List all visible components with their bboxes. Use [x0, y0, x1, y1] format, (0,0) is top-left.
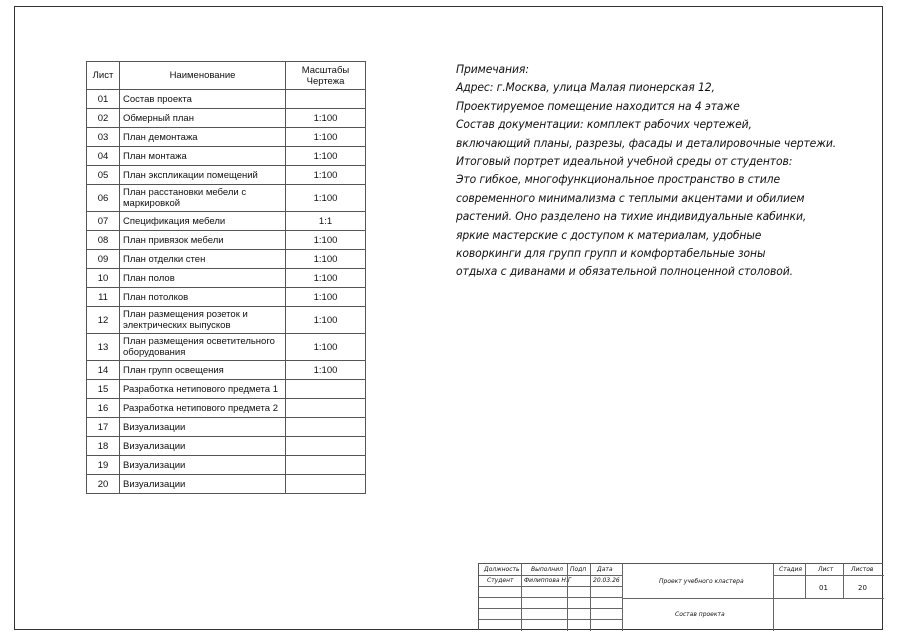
notes-line: современного минимализма с теплыми акцентами и обилием — [456, 190, 805, 205]
sheet-number: 15 — [87, 380, 120, 399]
sheet-name: План полов — [120, 269, 286, 288]
sheet-name: Визуализации — [120, 456, 286, 475]
sheet-number: 18 — [87, 437, 120, 456]
table-row — [87, 437, 366, 456]
sheet-number: 01 — [87, 90, 120, 109]
signature-label: Подп — [570, 566, 587, 573]
sheet-name: Спецификация мебели — [120, 212, 286, 231]
sheet-scale: 1:100 — [286, 269, 366, 288]
sheet-name: План потолков — [120, 288, 286, 307]
performer-name: Филиппова Н.Г — [524, 577, 572, 584]
grid-line — [479, 575, 622, 576]
grid-line — [590, 564, 591, 631]
sheet-name: Визуализации — [120, 418, 286, 437]
sheet-name: План групп освещения — [120, 361, 286, 380]
sheet-number: 17 — [87, 418, 120, 437]
sheet-scale: 1:100 — [286, 185, 366, 212]
sheet-name: Состав проекта — [120, 90, 286, 109]
date-value: 20.03.26 — [593, 577, 620, 584]
sheet-number: 10 — [87, 269, 120, 288]
title-block — [478, 563, 883, 630]
sheet-number: 08 — [87, 231, 120, 250]
performed-label: Выполнил — [531, 566, 563, 573]
notes-line: Проектируемое помещение находится на 4 этаже — [456, 98, 740, 113]
sheet-name: План демонтажа — [120, 128, 286, 147]
sheet-scale: 1:100 — [286, 128, 366, 147]
sheet-name: План расстановки мебели с маркировкой — [120, 185, 286, 212]
position-label: Должность — [484, 566, 520, 573]
sheet-number: 09 — [87, 250, 120, 269]
notes-heading: Примечания: — [456, 62, 529, 76]
sheet-name: План размещения розеток и электрических выпусков — [120, 307, 286, 334]
sheet-number: 06 — [87, 185, 120, 212]
grid-line — [521, 564, 522, 631]
table-row — [87, 212, 366, 231]
sheets-total: 20 — [858, 584, 867, 592]
notes-line: отдыха с диванами и обязательной полноценной столовой. — [456, 264, 793, 279]
sheet-scale: 1:100 — [286, 288, 366, 307]
sheet-name: План размещения осветительного оборудования — [120, 334, 286, 361]
header-scale-line1: Масштабы — [301, 64, 350, 76]
notes-line: Состав документации: комплект рабочих чертежей, — [456, 117, 752, 132]
grid-line — [479, 597, 622, 598]
sheet-name: Разработка нетипового предмета 1 — [120, 380, 286, 399]
sheet-number: 16 — [87, 399, 120, 418]
table-row — [87, 185, 366, 212]
header-scale-line2: Чертежа — [306, 75, 345, 87]
sheet-number: 03 — [87, 128, 120, 147]
sheet-number: 04 — [87, 147, 120, 166]
notes-line: Адрес: г.Москва, улица Малая пионерская 12, — [456, 80, 715, 95]
sheet-number: 12 — [87, 307, 120, 334]
sheet-scale — [286, 90, 366, 109]
sheet-name: Обмерный план — [120, 109, 286, 128]
sheet-scale — [286, 399, 366, 418]
sheet-name: Визуализации — [120, 437, 286, 456]
sheet-scale: 1:100 — [286, 307, 366, 334]
table-row — [87, 109, 366, 128]
sheet-name: Визуализации — [120, 475, 286, 494]
sheets-label: Листов — [851, 566, 874, 573]
table-row — [87, 456, 366, 475]
table-row — [87, 399, 366, 418]
sheet-name: План монтажа — [120, 147, 286, 166]
notes-block — [456, 60, 837, 281]
header-sheet: Лист — [87, 62, 120, 90]
sheet-number: 05 — [87, 166, 120, 185]
sheet-name: План привязок мебели — [120, 231, 286, 250]
table-row — [87, 380, 366, 399]
table-row — [87, 147, 366, 166]
sheet-number: 02 — [87, 109, 120, 128]
table-row — [87, 250, 366, 269]
sheet-title: Состав проекта — [675, 611, 725, 618]
table-row — [87, 128, 366, 147]
sheet-number: 19 — [87, 456, 120, 475]
position-value: Студент — [487, 577, 514, 584]
sheet-scale: 1:100 — [286, 231, 366, 250]
sheet-number: 01 — [819, 584, 828, 592]
sheet-label: Лист — [818, 566, 834, 573]
header-name: Наименование — [120, 62, 286, 90]
sheet-scale: 1:100 — [286, 334, 366, 361]
sheets-table — [86, 61, 366, 494]
table-row — [87, 475, 366, 494]
sheet-scale: 1:100 — [286, 109, 366, 128]
grid-line — [622, 598, 773, 599]
grid-line — [805, 564, 806, 598]
date-label: Дата — [597, 566, 613, 573]
grid-line — [479, 608, 622, 609]
sheet-scale — [286, 475, 366, 494]
sheet-name: План экспликации помещений — [120, 166, 286, 185]
grid-line — [479, 586, 622, 587]
table-row — [87, 361, 366, 380]
notes-line: Это гибкое, многофункциональное пространство в стиле — [456, 172, 780, 187]
sheet-name: Разработка нетипового предмета 2 — [120, 399, 286, 418]
table-row — [87, 90, 366, 109]
sheet-scale: 1:100 — [286, 147, 366, 166]
sheet-number: 20 — [87, 475, 120, 494]
grid-line — [773, 598, 884, 599]
header-scale — [286, 62, 366, 90]
sheet-number: 07 — [87, 212, 120, 231]
notes-line: яркие мастерские с доступом к материалам, удобные — [456, 227, 762, 242]
sheet-scale — [286, 380, 366, 399]
grid-line — [479, 619, 622, 620]
table-row — [87, 418, 366, 437]
sheet-scale — [286, 456, 366, 475]
grid-line — [773, 575, 884, 576]
sheet-scale: 1:1 — [286, 212, 366, 231]
project-title: Проект учебного кластера — [659, 578, 744, 585]
table-row — [87, 269, 366, 288]
notes-line: включающий планы, разрезы, фасады и деталировочные чертежи. — [456, 135, 837, 150]
notes-line: Итоговый портрет идеальной учебной среды от студентов: — [456, 154, 793, 169]
sheet-number: 14 — [87, 361, 120, 380]
notes-line: растений. Оно разделено на тихие индивидуальные кабинки, — [456, 209, 807, 224]
stage-label: Стадия — [779, 566, 803, 573]
grid-line — [843, 564, 844, 598]
sheet-scale: 1:100 — [286, 166, 366, 185]
table-row — [87, 166, 366, 185]
sheet-scale: 1:100 — [286, 250, 366, 269]
table-row — [87, 334, 366, 361]
sheet-name: План отделки стен — [120, 250, 286, 269]
grid-line — [567, 564, 568, 631]
sheet-scale — [286, 437, 366, 456]
sheet-scale — [286, 418, 366, 437]
sheet-number: 13 — [87, 334, 120, 361]
sheet-number: 11 — [87, 288, 120, 307]
notes-line: коворкинги для групп групп и комфортабельные зоны — [456, 246, 766, 261]
table-row — [87, 307, 366, 334]
table-row — [87, 288, 366, 307]
table-row — [87, 231, 366, 250]
sheet-scale: 1:100 — [286, 361, 366, 380]
